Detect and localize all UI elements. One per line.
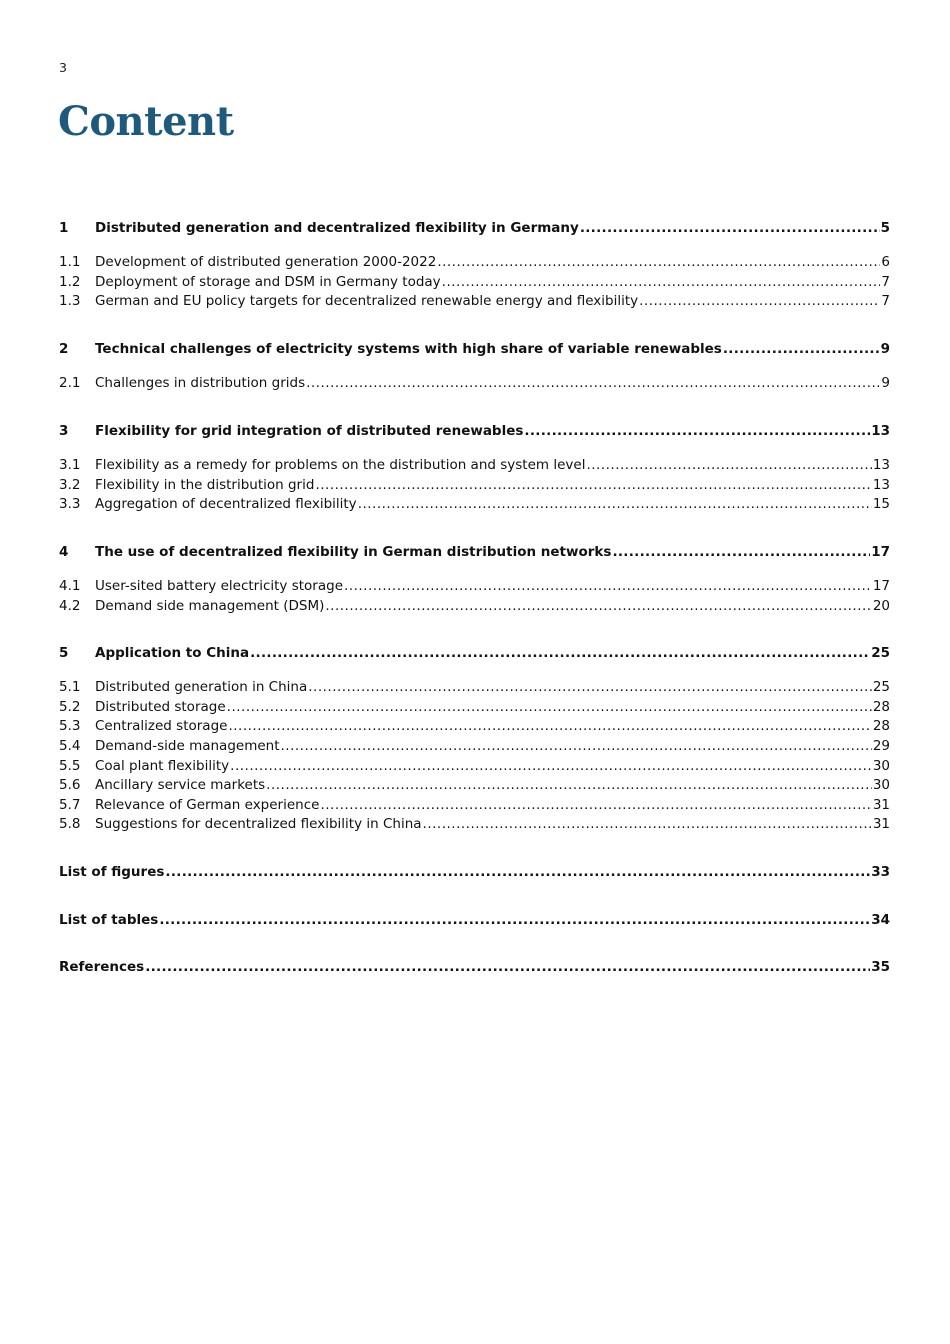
toc-leader-dots — [423, 815, 872, 835]
toc-entry-chapter[interactable] — [59, 543, 890, 563]
toc-leader-dots — [580, 219, 880, 239]
toc-entry-page: 20 — [872, 597, 890, 614]
toc-entry-title: Ancillary service markets — [95, 777, 266, 794]
toc-entry-number: 4.1 — [59, 577, 81, 594]
toc-leader-dots — [230, 757, 872, 777]
toc-section — [59, 911, 890, 931]
toc-entry-title: Suggestions for decentralized flexibility in China — [95, 816, 422, 833]
toc-entry-title: Development of distributed generation 2000-2022 — [95, 254, 437, 271]
toc-entry-title: Demand-side management — [95, 738, 280, 755]
toc-entry-title: Relevance of German experience — [95, 796, 320, 813]
toc-leader-dots — [228, 717, 871, 737]
toc-leader-dots — [281, 737, 872, 757]
toc-entry-subsection[interactable] — [59, 456, 890, 476]
toc-leader-dots — [320, 796, 871, 816]
page-title: Content — [58, 98, 234, 145]
toc-entry-title: Demand side management (DSM) — [95, 597, 325, 614]
toc-entry-subsection[interactable] — [59, 717, 890, 737]
toc-entry-title: Flexibility in the distribution grid — [95, 476, 315, 493]
toc-entry-title: List of figures — [59, 864, 165, 881]
toc-section — [59, 543, 890, 616]
toc-entry-page: 28 — [872, 718, 890, 735]
toc-leader-dots — [524, 422, 870, 442]
toc-entry-page: 29 — [872, 738, 890, 755]
toc-entry-page: 17 — [871, 543, 890, 560]
toc-entry-title: List of tables — [59, 911, 159, 928]
toc-entry-title: Centralized storage — [95, 718, 228, 735]
toc-entry-title: Challenges in distribution grids — [95, 375, 306, 392]
toc-section — [59, 958, 890, 978]
toc-entry-title: Technical challenges of electricity systems with high share of variable renewables — [95, 340, 722, 357]
toc-leader-dots — [586, 456, 871, 476]
toc-entry-number: 5.6 — [59, 777, 81, 794]
toc-leader-dots — [639, 292, 880, 312]
toc-entry-page: 34 — [871, 911, 890, 928]
table-of-contents — [59, 219, 890, 1006]
toc-entry-number: 5.7 — [59, 796, 81, 813]
toc-entry-page: 13 — [872, 476, 890, 493]
toc-entry-number: 5 — [59, 645, 69, 662]
toc-entry-subsection[interactable] — [59, 796, 890, 816]
toc-entry-number: 5.5 — [59, 757, 81, 774]
toc-entry-subsection[interactable] — [59, 815, 890, 835]
toc-entry-page: 35 — [871, 959, 890, 976]
toc-entry-title: User-sited battery electricity storage — [95, 577, 343, 594]
toc-entry-subsection[interactable] — [59, 273, 890, 293]
toc-leader-dots — [266, 776, 872, 796]
toc-entry-title: The use of decentralized flexibility in German distribution networks — [95, 543, 612, 560]
toc-entry-subsection[interactable] — [59, 776, 890, 796]
toc-entry-page: 15 — [872, 496, 890, 513]
toc-entry-page: 13 — [871, 422, 890, 439]
toc-entry-title: Deployment of storage and DSM in Germany today — [95, 273, 441, 290]
toc-entry-title: References — [59, 959, 145, 976]
toc-leader-dots — [306, 374, 880, 394]
toc-entry-title: German and EU policy targets for decentralized renewable energy and flexibility — [95, 293, 639, 310]
toc-entry-page: 9 — [880, 340, 890, 357]
toc-section — [59, 219, 890, 312]
toc-leader-dots — [308, 678, 872, 698]
toc-entry-page: 17 — [872, 577, 890, 594]
toc-leader-dots — [442, 273, 881, 293]
toc-entry-page: 5 — [880, 220, 890, 236]
toc-entry-page: 30 — [872, 777, 890, 794]
toc-entry-title: Flexibility as a remedy for problems on the distribution and system level — [95, 456, 586, 473]
toc-entry-subsection[interactable] — [59, 757, 890, 777]
toc-entry-page: 6 — [881, 254, 890, 271]
toc-leader-dots — [723, 340, 880, 360]
toc-entry-list-of-figures[interactable] — [59, 863, 890, 883]
toc-leader-dots — [358, 495, 872, 515]
toc-leader-dots — [325, 597, 871, 617]
toc-entry-number: 1.2 — [59, 273, 81, 290]
toc-entry-page: 28 — [872, 698, 890, 715]
toc-section — [59, 422, 890, 515]
toc-leader-dots — [227, 698, 872, 718]
toc-entry-number: 3.2 — [59, 476, 81, 493]
toc-entry-page: 25 — [872, 679, 890, 696]
toc-entry-number: 1.3 — [59, 293, 81, 310]
toc-entry-number: 5.3 — [59, 718, 81, 735]
toc-entry-page: 13 — [872, 456, 890, 473]
toc-leader-dots — [315, 476, 871, 496]
toc-entry-references[interactable] — [59, 958, 890, 978]
toc-entry-page: 9 — [881, 375, 890, 392]
toc-entry-number: 4.2 — [59, 597, 81, 614]
toc-entry-number: 5.4 — [59, 738, 81, 755]
toc-entry-number: 5.2 — [59, 698, 81, 715]
toc-entry-subsection[interactable] — [59, 698, 890, 718]
toc-entry-title: Distributed generation and decentralized flexibility in Germany — [95, 220, 579, 236]
toc-leader-dots — [612, 543, 870, 563]
toc-entry-subsection[interactable] — [59, 495, 890, 515]
toc-entry-number: 4 — [59, 543, 69, 560]
toc-section — [59, 340, 890, 394]
toc-entry-title: Application to China — [95, 645, 250, 662]
toc-entry-number: 5.8 — [59, 816, 81, 833]
toc-entry-number: 3 — [59, 422, 69, 439]
toc-entry-list-of-tables[interactable] — [59, 911, 890, 931]
toc-leader-dots — [250, 644, 870, 664]
toc-entry-chapter[interactable] — [59, 219, 890, 239]
toc-entry-title: Aggregation of decentralized flexibility — [95, 496, 357, 513]
toc-entry-number: 3.1 — [59, 456, 81, 473]
toc-entry-subsection[interactable] — [59, 597, 890, 617]
toc-entry-page: 25 — [871, 645, 890, 662]
toc-entry-number: 2 — [59, 340, 69, 357]
toc-entry-page: 33 — [871, 864, 890, 881]
toc-entry-number: 3.3 — [59, 496, 81, 513]
toc-entry-subsection[interactable] — [59, 292, 890, 312]
toc-leader-dots — [159, 911, 870, 931]
toc-entry-page: 31 — [872, 816, 890, 833]
toc-entry-page: 31 — [872, 796, 890, 813]
toc-leader-dots — [344, 577, 872, 597]
toc-entry-chapter[interactable] — [59, 422, 890, 442]
toc-entry-subsection[interactable] — [59, 678, 890, 698]
toc-entry-title: Coal plant flexibility — [95, 757, 230, 774]
toc-section — [59, 644, 890, 835]
toc-entry-number: 5.1 — [59, 679, 81, 696]
toc-entry-title: Distributed storage — [95, 698, 226, 715]
toc-leader-dots — [165, 863, 870, 883]
toc-entry-page: 7 — [881, 293, 890, 310]
toc-leader-dots — [437, 253, 880, 273]
toc-entry-number: 1 — [59, 220, 69, 236]
toc-entry-subsection[interactable] — [59, 476, 890, 496]
toc-entry-page: 30 — [872, 757, 890, 774]
toc-entry-title: Flexibility for grid integration of distributed renewables — [95, 422, 524, 439]
toc-entry-chapter[interactable] — [59, 340, 890, 360]
toc-entry-number: 2.1 — [59, 375, 81, 392]
toc-entry-title: Distributed generation in China — [95, 679, 308, 696]
toc-entry-subsection[interactable] — [59, 253, 890, 273]
toc-entry-subsection[interactable] — [59, 577, 890, 597]
toc-entry-number: 1.1 — [59, 254, 81, 271]
toc-entry-page: 7 — [881, 273, 890, 290]
toc-entry-subsection[interactable] — [59, 374, 890, 394]
toc-entry-chapter[interactable] — [59, 644, 890, 664]
toc-entry-subsection[interactable] — [59, 737, 890, 757]
page-number: 3 — [59, 60, 67, 75]
toc-leader-dots — [145, 958, 870, 978]
toc-section — [59, 863, 890, 883]
